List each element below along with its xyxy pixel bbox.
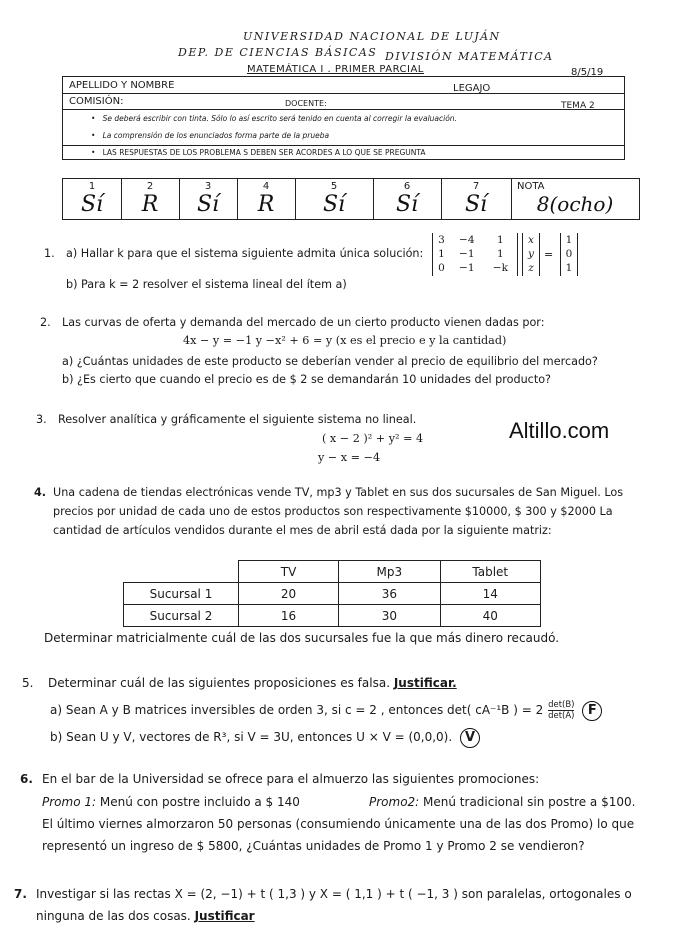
sales-header-tablet: Tablet	[440, 561, 540, 583]
q1-rhs-vector: 1 0 1	[560, 233, 578, 276]
exam-date: 8/5/19	[571, 67, 604, 78]
grade-mark-5: Sí	[322, 192, 346, 217]
apellido-label: APELLIDO Y NOMBRE	[69, 80, 175, 91]
watermark: Altillo.com	[509, 418, 610, 443]
grade-col-nota: NOTA 8(ocho)	[511, 179, 639, 219]
q6-number: 6.	[20, 772, 33, 786]
sales-header-mp3: Mp3	[339, 561, 440, 583]
q5-justify: Justificar.	[393, 676, 457, 690]
q7-line-1: Investigar si las rectas X = (2, −1) + t ( 1,3 ) y X = ( 1,1 ) + t ( −1, 3 ) son paralelas, ortogonales o	[36, 887, 632, 901]
grade-mark-2: R	[141, 192, 159, 217]
exam-title: MATEMÁTICA I . PRIMER PARCIAL	[247, 64, 424, 75]
legajo-label: LEGAJO	[453, 83, 491, 94]
rule-3: • LAS RESPUESTAS DE LOS PROBLEMA S DEBEN SER ACORDES A LO QUE SE PREGUNTA	[91, 148, 426, 157]
q2-number: 2.	[40, 316, 51, 329]
grade-col-6: 6 Sí	[373, 179, 442, 219]
q1-variable-vector: x y z	[522, 233, 540, 276]
q3-statement: Resolver analítica y gráficamente el siguiente sistema no lineal.	[58, 413, 417, 426]
sales-cell: 20	[238, 583, 338, 605]
grade-mark-nota: 8(ocho)	[536, 192, 614, 216]
q1-part-a: a) Hallar k para que el sistema siguiente admita única solución:	[66, 247, 424, 260]
grade-col-1: 1 Sí	[63, 179, 122, 219]
q6-promo-2: Promo2: Menú tradicional sin postre a $100.	[369, 795, 636, 809]
q6-line-1: En el bar de la Universidad se ofrece para el almuerzo las siguientes promociones:	[42, 772, 540, 786]
q5-a-mark: F	[582, 701, 602, 721]
q7-line-2: ninguna de las dos cosas. Justificar	[36, 909, 255, 923]
sales-cell: 36	[339, 583, 440, 605]
grade-mark-4: R	[257, 192, 275, 217]
sales-row-label: Sucursal 2	[124, 605, 239, 627]
q5-statement: Determinar cuál de las siguientes proposiciones es falsa. Justificar.	[48, 676, 457, 690]
sales-cell: 16	[238, 605, 338, 627]
rule-2: • La comprensión de los enunciados forma parte de la prueba	[91, 131, 330, 140]
sales-table-corner	[124, 561, 239, 583]
division-title: DIVISIÓN MATEMÁTICA	[385, 50, 554, 63]
sales-cell: 14	[440, 583, 540, 605]
q1-equals: =	[544, 248, 554, 261]
table-row	[124, 605, 541, 627]
grade-col-5: 5 Sí	[295, 179, 374, 219]
q2-part-a: a) ¿Cuántas unidades de este producto se deberían vender al precio de equilibrio del mercado?	[62, 355, 598, 368]
rule-1: • Se deberá escribir con tinta. Sólo lo así escrito será tenido en cuenta al corregir la evaluación.	[91, 114, 457, 123]
q6-line-4: representó un ingreso de $ 5800, ¿Cuántas unidades de Promo 1 y Promo 2 se vendieron?	[42, 839, 585, 853]
grade-mark-6: Sí	[395, 192, 419, 217]
q7-number: 7.	[14, 887, 27, 901]
grades-table	[62, 178, 640, 220]
sales-row-label: Sucursal 1	[124, 583, 239, 605]
q1-part-b: b) Para k = 2 resolver el sistema lineal del ítem a)	[66, 278, 347, 291]
sales-cell: 30	[339, 605, 440, 627]
sales-cell: 40	[440, 605, 540, 627]
q1-coefficient-matrix: 3 −4 1 1 −1 1 0 −1 −k	[432, 233, 518, 276]
department-title: DEP. DE CIENCIAS BÁSICAS	[178, 46, 378, 59]
q6-promo-1: Promo 1: Menú con postre incluido a $ 140	[42, 795, 300, 809]
grade-col-7: 7 Sí	[441, 179, 512, 219]
q5-part-b: b) Sean U y V, vectores de R³, si V = 3U, entonces U × V = (0,0,0). V	[50, 728, 480, 748]
docente-label: DOCENTE:	[285, 99, 327, 108]
q5-part-a: a) Sean A y B matrices inversibles de orden 3, si c = 2 , entonces det( cA⁻¹B ) = 2 det(B) det(A) F	[50, 700, 602, 721]
q5-frac-den: det(A)	[548, 711, 575, 721]
grade-col-2: 2 R	[121, 179, 180, 219]
sales-table	[123, 560, 541, 627]
q7-justify: Justificar	[194, 909, 255, 923]
q3-number: 3.	[36, 413, 47, 426]
grade-mark-7: Sí	[464, 192, 488, 217]
grade-mark-1: Sí	[80, 192, 104, 217]
info-box	[62, 76, 625, 160]
q5-frac-num: det(B)	[548, 700, 575, 710]
sales-header-tv: TV	[238, 561, 338, 583]
q4-line-3: cantidad de artículos vendidos durante el mes de abril está dada por la siguiente matriz:	[53, 524, 552, 537]
q4-line-2: precios por unidad de cada uno de estos productos son respectivamente $10000, $ 300 y $2000 La	[53, 505, 613, 518]
q3-equation-2: y − x = −4	[318, 451, 381, 464]
q2-statement: Las curvas de oferta y demanda del mercado de un cierto producto vienen dadas por:	[62, 316, 545, 329]
grade-mark-3: Sí	[196, 192, 220, 217]
q4-line-1: Una cadena de tiendas electrónicas vende TV, mp3 y Tablet en sus dos sucursales de San Miguel. Los	[53, 486, 624, 499]
q4-number: 4.	[34, 486, 47, 499]
q3-equation-1: ( x − 2 )² + y² = 4	[322, 432, 424, 445]
university-title: UNIVERSIDAD NACIONAL DE LUJÁN	[243, 30, 501, 43]
comision-label: COMISIÓN:	[69, 96, 124, 107]
q4-footer: Determinar matricialmente cuál de las dos sucursales fue la que más dinero recaudó.	[44, 631, 560, 645]
q1-number: 1.	[44, 247, 55, 260]
q6-line-3: El último viernes almorzaron 50 personas (consumiendo únicamente una de las dos Promo) lo que	[42, 817, 635, 831]
table-row	[124, 583, 541, 605]
q2-equations: 4x − y = −1 y −x² + 6 = y (x es el precio e y la cantidad)	[183, 334, 507, 347]
q5-number: 5.	[22, 676, 34, 690]
grade-col-3: 3 Sí	[179, 179, 238, 219]
q5-b-mark: V	[460, 728, 480, 748]
q2-part-b: b) ¿Es cierto que cuando el precio es de $ 2 se demandarán 10 unidades del producto?	[62, 373, 551, 386]
tema-label: TEMA 2	[561, 101, 595, 111]
grade-col-4: 4 R	[237, 179, 296, 219]
